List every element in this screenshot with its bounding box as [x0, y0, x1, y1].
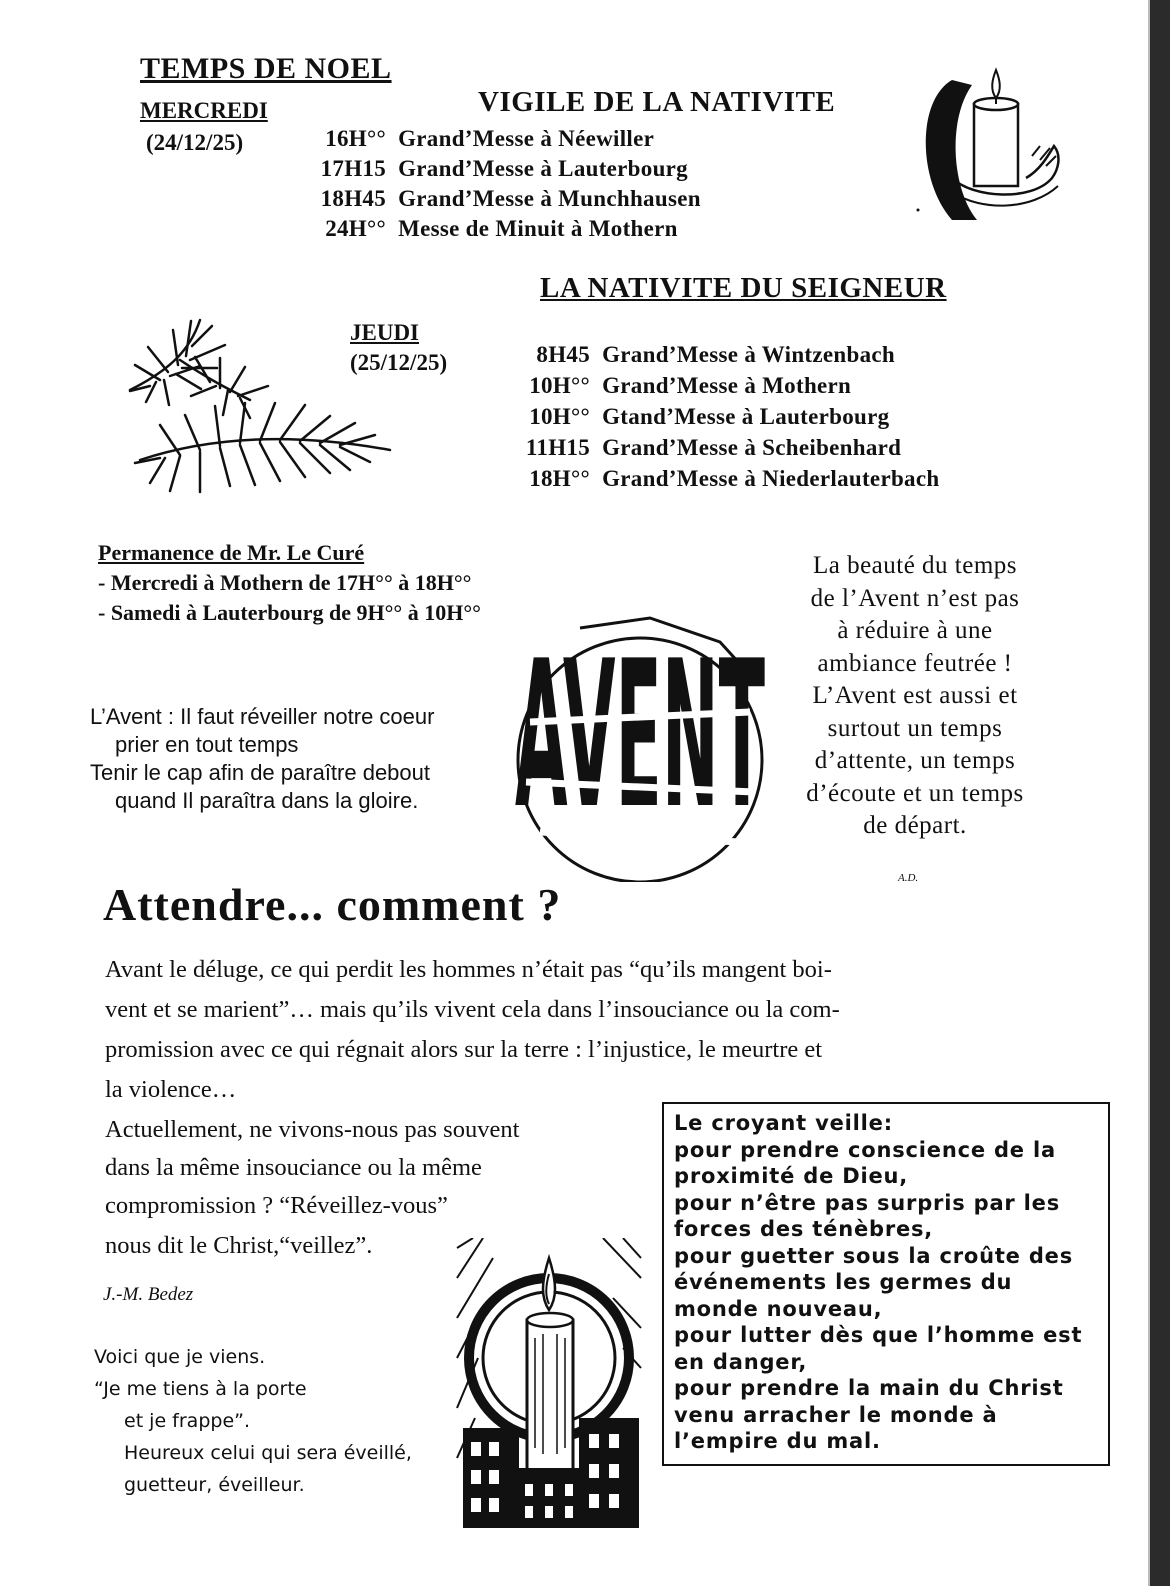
- avent-right-line: La beauté du temps: [812, 552, 1018, 579]
- mass-label: Gtand’Messe à Lauterbourg: [602, 404, 890, 429]
- avent-left-line: prier en tout temps: [115, 732, 299, 757]
- avent-right-line: d’attente, un temps: [814, 747, 1016, 774]
- avent-right-line: L’Avent est aussi et: [812, 682, 1018, 709]
- avent-right-block: [760, 550, 1070, 843]
- poem-line: Heureux celui qui sera éveillé,: [124, 1442, 412, 1464]
- pine-branch-illustration: [120, 310, 400, 510]
- avent-right-line: surtout un temps: [827, 714, 1003, 742]
- poem-line: et je frappe”.: [124, 1410, 251, 1432]
- vigil-mass-row: [300, 186, 701, 212]
- page-title: TEMPS DE NOEL: [140, 52, 392, 85]
- permanence-title: Permanence de Mr. Le Curé: [98, 540, 365, 565]
- box-line: venu arracher le monde à: [674, 1402, 998, 1427]
- box-line: pour n’être pas surpris par les: [674, 1190, 1061, 1215]
- nativity-mass-row: [500, 342, 895, 368]
- box-line: en danger,: [674, 1349, 808, 1374]
- croyant-box: [662, 1102, 1110, 1466]
- vigil-mass-row: [300, 126, 654, 152]
- nativity-mass-row: [500, 373, 851, 399]
- article-line: dans la même insouciance ou la même: [105, 1154, 482, 1181]
- article-line: compromission ? “Réveillez-vous”: [105, 1192, 448, 1219]
- avent-right-line: à réduire à une: [837, 617, 993, 644]
- box-line: monde nouveau,: [674, 1296, 883, 1321]
- mass-time: 16H°°: [325, 126, 386, 151]
- avent-ornament: [500, 612, 780, 882]
- poem-line: “Je me tiens à la porte: [94, 1378, 307, 1400]
- nativity-date: (25/12/25): [350, 350, 448, 375]
- candle-hand-illustration: [912, 60, 1072, 230]
- candle-woodcut-illustration: [453, 1238, 645, 1528]
- box-line: événements les germes du: [674, 1270, 1013, 1294]
- box-line: l’empire du mal.: [674, 1429, 881, 1453]
- croyant-box-text: [674, 1110, 1082, 1455]
- mass-time: 8H45: [536, 342, 590, 367]
- nativity-day: JEUDI: [350, 320, 420, 345]
- mass-time: 18H°°: [529, 466, 590, 491]
- article-title: Attendre... comment ?: [103, 879, 562, 930]
- mass-time: 10H°°: [529, 373, 590, 398]
- mass-time: 18H45: [320, 186, 386, 211]
- mass-label: Messe de Minuit à Mothern: [398, 216, 678, 241]
- box-line: pour prendre conscience de la: [674, 1137, 1056, 1162]
- mass-label: Grand’Messe à Scheibenhard: [602, 435, 902, 460]
- poem-line: Voici que je viens.: [94, 1346, 266, 1368]
- mass-time: 11H15: [525, 435, 590, 460]
- article-author: J.-M. Bedez: [103, 1284, 194, 1305]
- avent-left-line: L’Avent : Il faut réveiller notre coeur: [90, 704, 435, 729]
- avent-right-line: d’écoute et un temps: [806, 779, 1024, 807]
- article-line: nous dit le Christ,“veillez”.: [105, 1232, 373, 1259]
- vigil-date: (24/12/25): [146, 130, 244, 155]
- mass-label: Grand’Messe à Wintzenbach: [602, 342, 895, 367]
- permanence-line: - Samedi à Lauterbourg de 9H°° à 10H°°: [98, 600, 481, 625]
- ornament-text: AVENT: [515, 618, 765, 854]
- nativity-heading: LA NATIVITE DU SEIGNEUR: [540, 272, 947, 304]
- avent-left-line: quand Il paraîtra dans la gloire.: [115, 788, 419, 813]
- article-line: Actuellement, ne vivons-nous pas souvent: [105, 1116, 520, 1143]
- mass-time: 24H°°: [325, 216, 386, 241]
- box-line: pour prendre la main du Christ: [674, 1376, 1064, 1400]
- mass-label: Grand’Messe à Lauterbourg: [398, 156, 688, 181]
- mass-time: 17H15: [320, 156, 386, 181]
- vigil-mass-row: [300, 156, 688, 182]
- vigil-heading: VIGILE DE LA NATIVITE: [478, 86, 836, 118]
- nativity-mass-row: [500, 466, 939, 492]
- article-line: promission avec ce qui régnait alors sur la terre : l’injustice, le meurtre et: [105, 1036, 823, 1063]
- avent-right-line: ambiance feutrée !: [817, 649, 1013, 677]
- avent-right-line: de départ.: [863, 812, 967, 839]
- box-line: proximité de Dieu,: [674, 1164, 909, 1188]
- box-line: pour guetter sous la croûte des: [674, 1243, 1074, 1268]
- nativity-mass-row: [500, 435, 901, 461]
- article-line: Avant le déluge, ce qui perdit les hommes n’était pas “qu’ils mangent boi-: [105, 956, 832, 983]
- article-line: la violence…: [105, 1076, 237, 1103]
- permanence-line: - Mercredi à Mothern de 17H°° à 18H°°: [98, 570, 472, 595]
- nativity-mass-row: [500, 404, 889, 430]
- article-line: vent et se marient”… mais qu’ils vivent cela dans l’insouciance ou la com-: [105, 996, 840, 1023]
- avent-right-line: de l’Avent n’est pas: [810, 584, 1020, 612]
- box-line: Le croyant veille:: [674, 1111, 893, 1135]
- mass-label: Grand’Messe à Néewiller: [398, 126, 655, 151]
- box-line: forces des ténèbres,: [674, 1217, 934, 1241]
- box-line: pour lutter dès que l’homme est: [674, 1323, 1083, 1347]
- mass-label: Grand’Messe à Munchhausen: [398, 186, 701, 211]
- avent-left-line: Tenir le cap afin de paraître debout: [90, 760, 431, 785]
- vigil-day: MERCREDI: [140, 98, 268, 123]
- mass-label: Grand’Messe à Mothern: [602, 373, 852, 398]
- vigil-mass-row: [300, 216, 678, 242]
- mass-label: Grand’Messe à Niederlauterbach: [602, 466, 940, 491]
- poem-line: guetteur, éveilleur.: [124, 1474, 305, 1496]
- avent-signature: A.D.: [898, 872, 919, 884]
- mass-time: 10H°°: [529, 404, 590, 429]
